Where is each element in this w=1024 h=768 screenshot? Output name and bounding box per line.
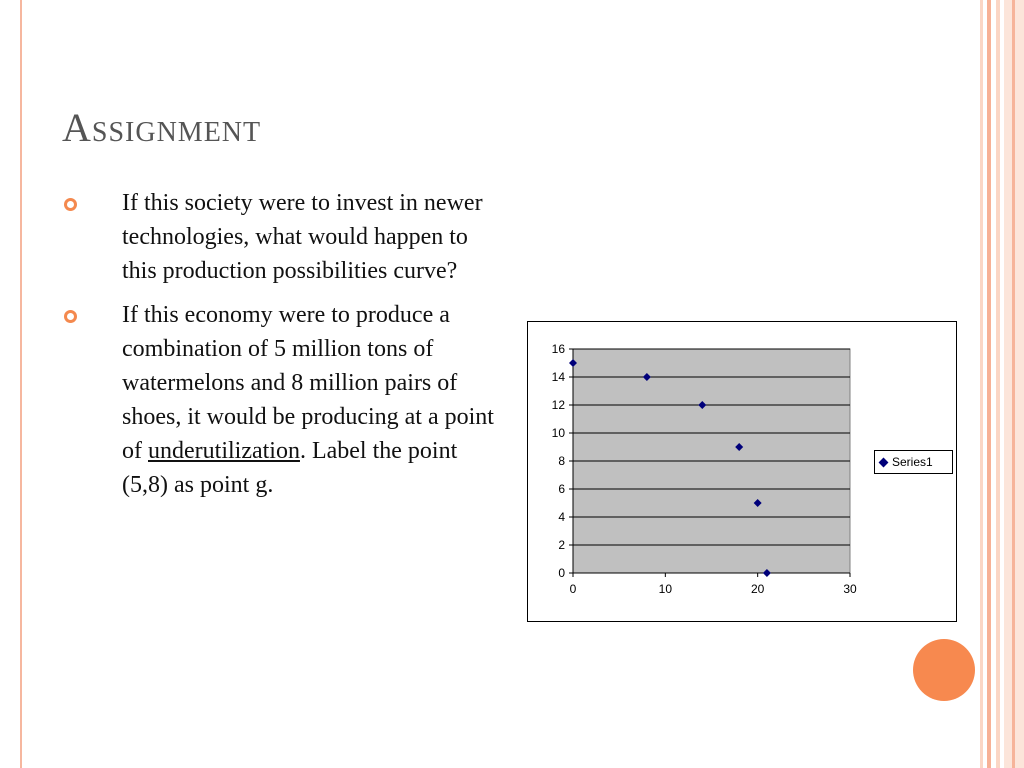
x-tick-label: 10: [658, 582, 673, 596]
scatter-chart: [527, 321, 957, 622]
legend-label: Series1: [892, 455, 933, 469]
orange-circle-decoration: [913, 639, 975, 701]
x-tick-label: 30: [843, 582, 857, 596]
bullet-text: If this economy were to produce a combination of 5 million tons of watermelons and 8 million pairs of shoes, it would be producing at a point of: [122, 302, 494, 464]
right-decorative-band: [987, 0, 991, 768]
right-decorative-band: [980, 0, 983, 768]
bullet-item: [62, 186, 502, 288]
bullet-circle-icon: [64, 198, 77, 211]
y-tick-label: 2: [558, 538, 565, 552]
y-tick-label: 0: [558, 566, 565, 580]
right-decorative-band: [1012, 0, 1015, 768]
y-tick-label: 6: [558, 482, 565, 496]
slide-title: Assignment: [62, 105, 262, 150]
x-tick-label: 0: [569, 582, 577, 596]
y-tick-label: 4: [558, 510, 565, 524]
y-tick-label: 10: [551, 426, 565, 440]
bullet-item: [62, 298, 502, 502]
y-tick-label: 12: [551, 398, 565, 412]
underlined-term: underutilization: [148, 438, 300, 464]
legend-marker-icon: [879, 457, 889, 467]
bullet-circle-icon: [64, 310, 77, 323]
y-tick-label: 16: [551, 342, 565, 356]
bullet-text: . Label the point (5,8) as point g.: [122, 438, 458, 498]
chart-legend: [874, 450, 953, 474]
y-tick-label: 8: [558, 454, 565, 468]
left-decorative-rule: [20, 0, 22, 768]
y-tick-label: 14: [551, 370, 565, 384]
bullet-list: [62, 186, 502, 512]
x-tick-label: 20: [750, 582, 765, 596]
right-decorative-band: [996, 0, 1000, 768]
bullet-text: If this society were to invest in newer technologies, what would happen to this production possibilities curve?: [122, 190, 483, 284]
